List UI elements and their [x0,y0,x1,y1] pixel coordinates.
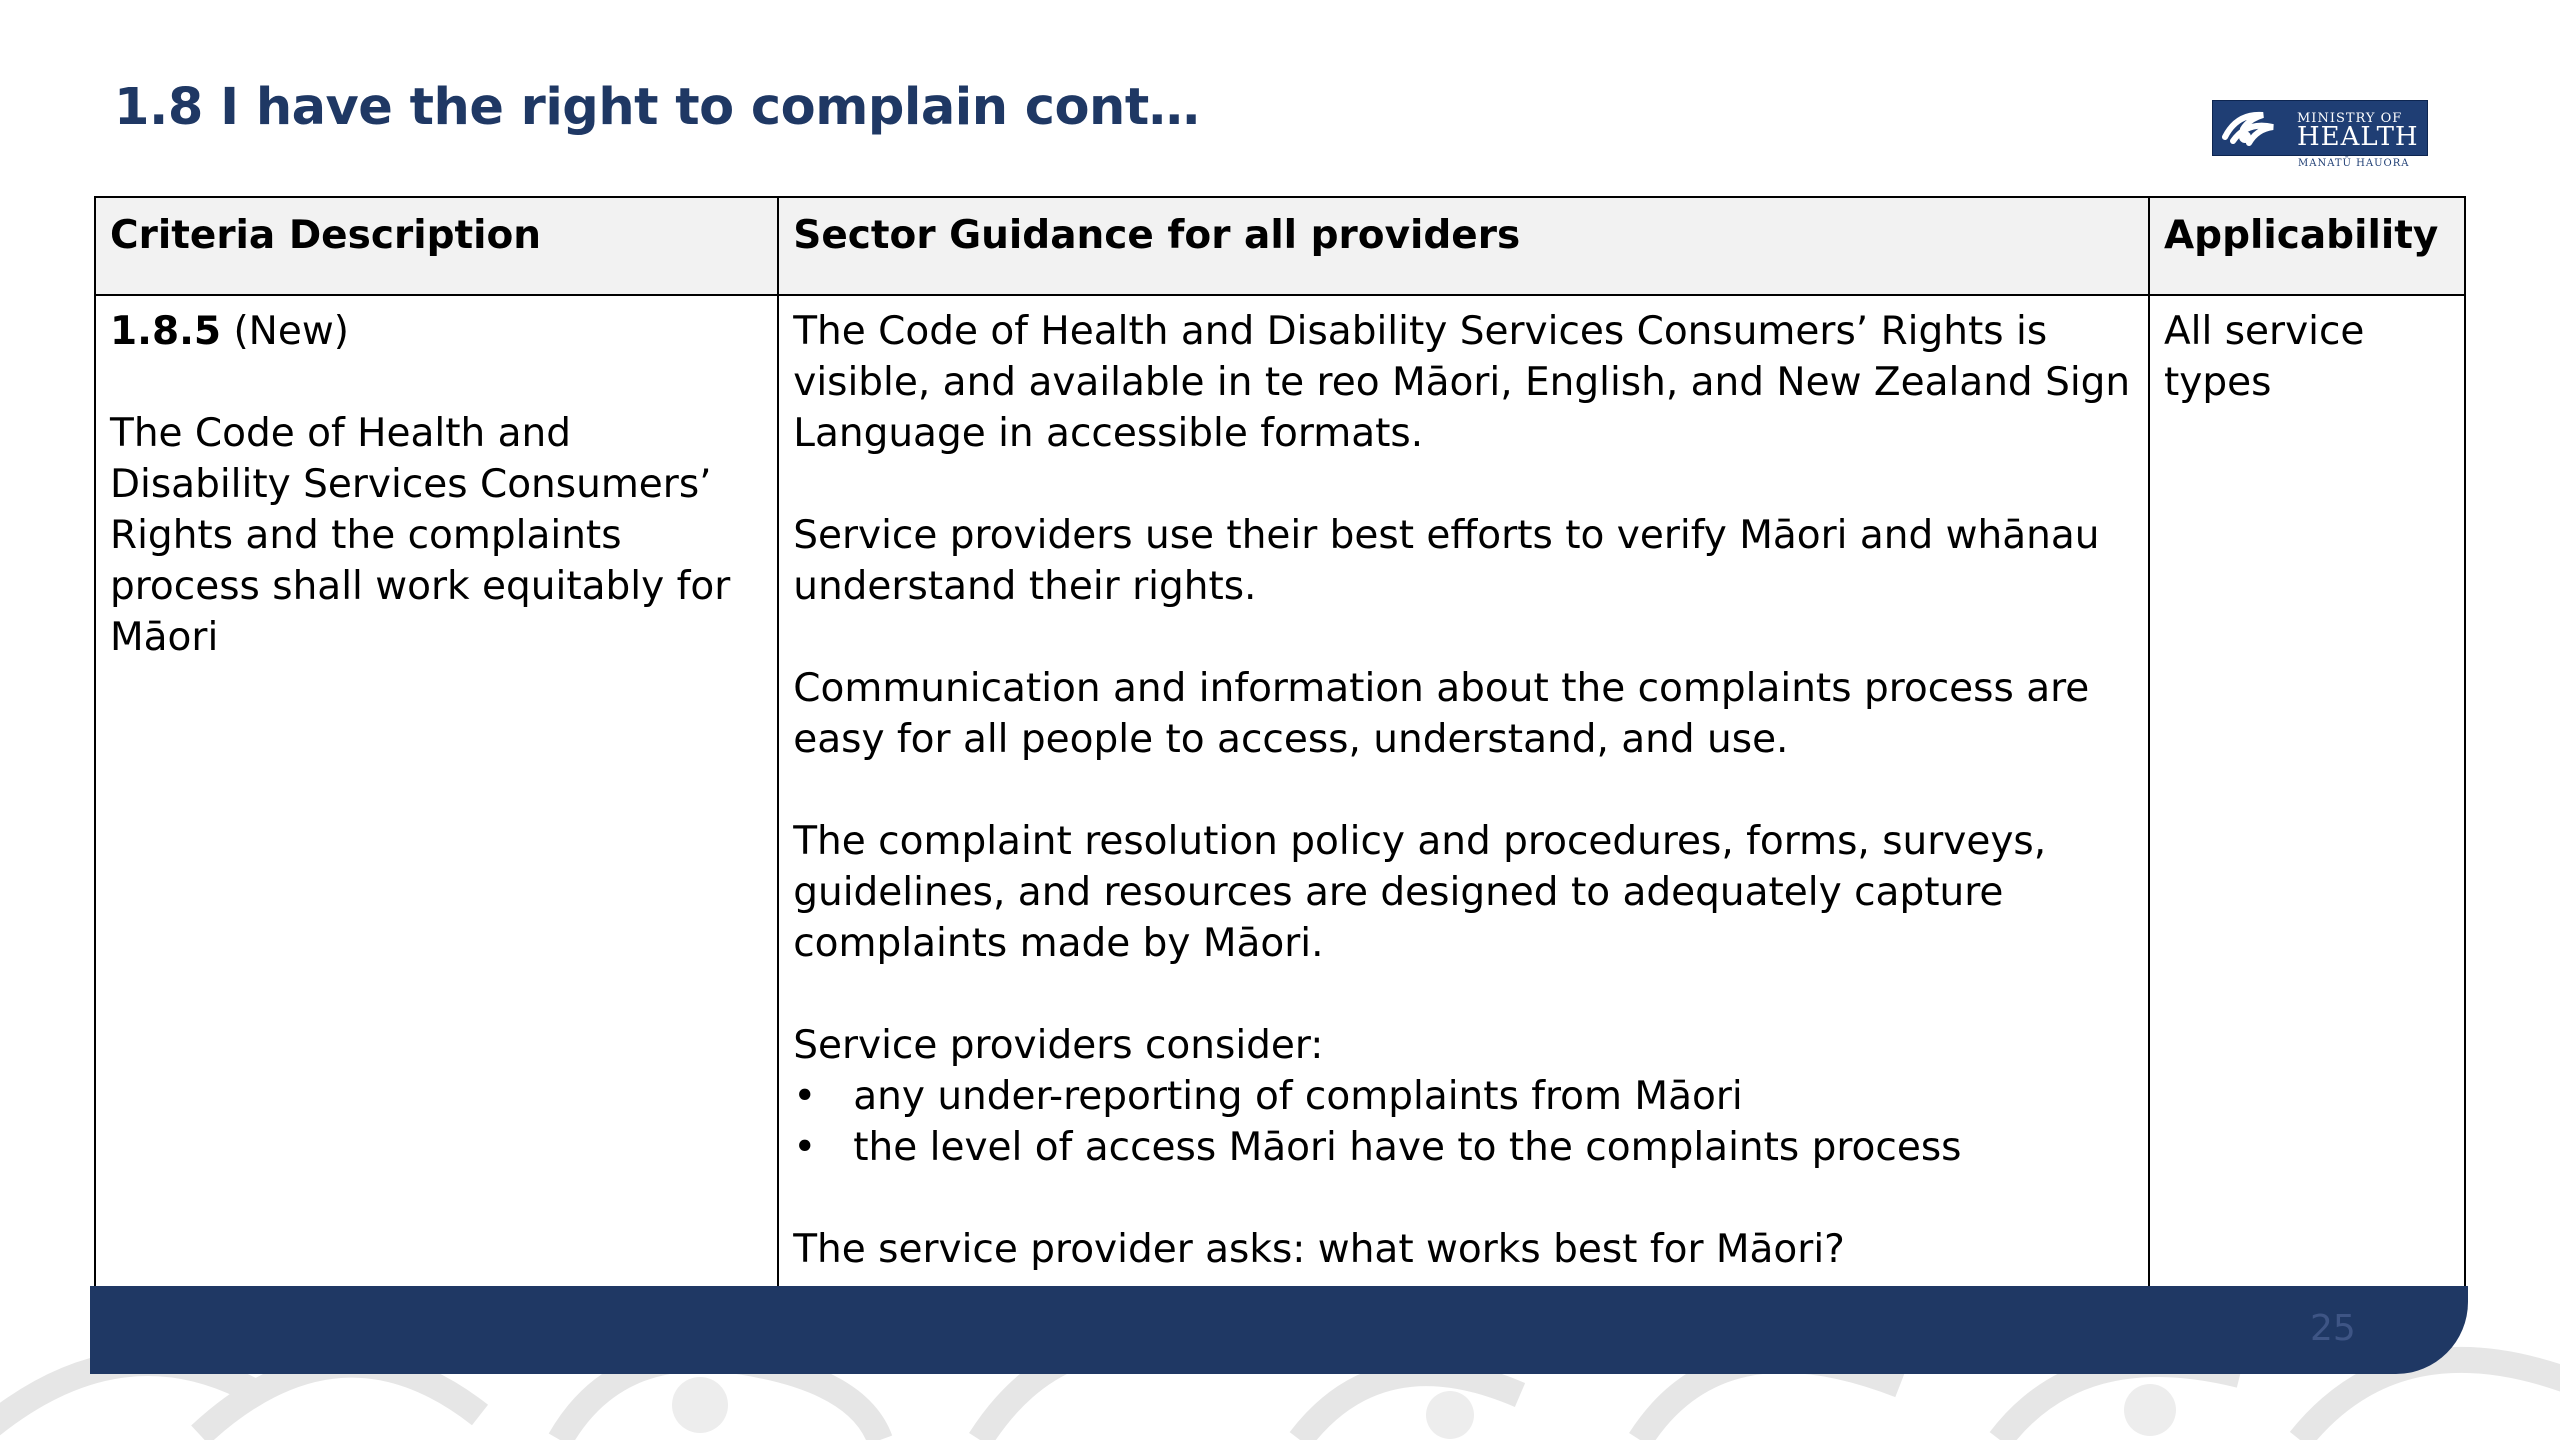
criteria-text: The Code of Health and Disability Services Consumers’ Rights and the complaints process shall work equitably for Māori [110,411,731,660]
criteria-tag: (New) [233,309,349,354]
logo-text-top: MINISTRY OF [2297,111,2403,126]
logo-text-sub: MANATŪ HAUORA [2298,158,2410,169]
criteria-code: 1.8.5 [110,309,222,354]
criteria-heading [110,306,763,357]
ministry-of-health-logo [2212,100,2428,172]
logo-box [2212,100,2428,156]
criteria-table [94,196,2466,1318]
logo-text-main: HEALTH [2297,122,2419,152]
slide-title: 1.8 I have the right to complain cont… [114,78,1200,137]
applicability-cell: All service types [2149,295,2465,1317]
list-item: • any under-reporting of complaints from Māori [793,1071,2134,1122]
koru-icon [2219,107,2283,149]
footer-bar [90,1286,2468,1374]
table-row [95,295,2465,1317]
guidance-cell [778,295,2149,1317]
guidance-paragraph: The complaint resolution policy and procedures, forms, surveys, guidelines, and resources are designed to adequately capture complaints made by Māori. [793,819,2047,966]
guidance-closing: The service provider asks: what works best for Māori? [793,1227,1845,1272]
table-header-row [95,197,2465,295]
guidance-paragraph: The Code of Health and Disability Services Consumers’ Rights is visible, and available in te reo Māori, English, and New Zealand Sign Language in accessible formats. [793,309,2131,456]
page-number: 25 [2310,1308,2356,1349]
list-item: • the level of access Māori have to the complaints process [793,1122,2134,1173]
criteria-cell [95,295,778,1317]
guidance-paragraph: Service providers use their best efforts to verify Māori and whānau understand their rights. [793,513,2100,609]
guidance-bullet-list [793,1071,2134,1173]
guidance-paragraph: Communication and information about the complaints process are easy for all people to access, understand, and use. [793,666,2090,762]
guidance-consider-intro: Service providers consider: [793,1023,1324,1068]
header-criteria-description: Criteria Description [95,197,778,295]
header-applicability: Applicability [2149,197,2465,295]
header-sector-guidance: Sector Guidance for all providers [778,197,2149,295]
